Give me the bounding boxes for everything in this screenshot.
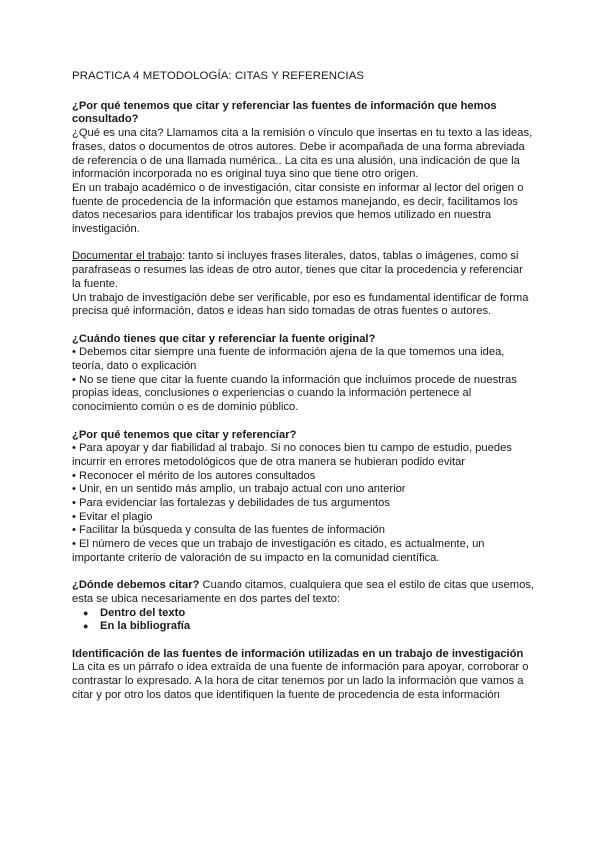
section-when-cite xyxy=(72,333,534,415)
paragraph-text: : tanto si incluyes frases literales, datos, tablas o imágenes, como si parafraseas o resumes las ideas de otro autor, tienes que citar la procedencia y referenciar la fuente. xyxy=(72,250,523,290)
section-heading: ¿Por qué tenemos que citar y referenciar? xyxy=(72,428,297,441)
list-item: • El número de veces que un trabajo de investigación es citado, es actualmente, un importante criterio de valoración de su impacto en la comunidad científica. xyxy=(72,538,485,564)
section-heading: ¿Cuándo tienes que citar y referenciar la fuente original? xyxy=(72,332,376,345)
paragraph: ¿Qué es una cita? Llamamos cita a la remisión o vínculo que insertas en tu texto a las ideas, frases, datos o documentos de otros autores. Debe ir acompañada de una forma abreviada de referencia o de una llamada numérica.. La cita es una alusión, una indicación de que la información incorporada no es original tuya sino que tiene otro origen. xyxy=(72,127,533,181)
list-item: • No se tiene que citar la fuente cuando la información que incluimos procede de nuestras propias ideas, conclusiones o experiencias o cuando la información pertenece al conocimiento común o es de dominio público. xyxy=(72,373,517,414)
paragraph xyxy=(72,250,534,291)
underlined-term: Documentar el trabajo xyxy=(72,250,183,263)
paragraph xyxy=(72,579,534,606)
paragraph: La cita es un párrafo o idea extraída de una fuente de información para apoyar, corroborar o contrastar lo expresado. A la hora de citar tenemos por un lado la información que vamos a citar y por otro los datos que identifiquen la fuente de procedencia de esta información xyxy=(72,661,529,701)
bullet-list xyxy=(72,607,534,634)
section-heading: Identificación de las fuentes de información utilizadas en un trabajo de investigación xyxy=(72,647,524,660)
list-item: • Debemos citar siempre una fuente de información ajena de la que tomemos una idea, teoría, dato o explicación xyxy=(72,346,505,373)
section-why-cite xyxy=(72,100,534,237)
section-reasons xyxy=(72,429,534,566)
section-identification xyxy=(72,648,534,703)
list-item: • Para apoyar y dar fiabilidad al trabajo. Si no conoces bien tu campo de estudio, puedes incurrir en errores metodológicos que de otra manera se hubieran podido evitar xyxy=(72,442,512,468)
list-item: • Para evidenciar las fortalezas y debilidades de tus argumentos xyxy=(72,497,390,510)
paragraph: Un trabajo de investigación debe ser verificable, por eso es fundamental identificar de forma precisa qué información, datos e ideas han sido tomadas de otras fuentes o autores. xyxy=(72,291,529,318)
inline-heading: ¿Dónde debemos citar? xyxy=(72,579,200,592)
list-item: • Unir, en un sentido más amplio, un trabajo actual con uno anterior xyxy=(72,483,406,496)
section-where-cite xyxy=(72,579,534,634)
list-item: • Evitar el plagio xyxy=(72,510,153,523)
document-title: PRACTICA 4 METODOLOGÍA: CITAS Y REFERENCIAS xyxy=(72,70,365,82)
list-item: ● Dentro del texto xyxy=(100,607,534,621)
list-item: • Facilitar la búsqueda y consulta de las fuentes de información xyxy=(72,524,385,537)
list-item: ● En la bibliografía xyxy=(100,620,534,634)
section-heading: ¿Por qué tenemos que citar y referenciar las fuentes de información que hemos consultado? xyxy=(72,99,497,126)
paragraph-text: Cuando citamos, cualquiera que sea el estilo de citas que usemos, esta se ubica necesariamente en dos partes del texto: xyxy=(72,579,535,605)
document-page xyxy=(72,70,534,703)
section-document-work xyxy=(72,250,534,319)
list-item: • Reconocer el mérito de los autores consultados xyxy=(72,469,316,482)
paragraph: En un trabajo académico o de investigación, citar consiste en informar al lector del origen o fuente de procedencia de la información que estamos manejando, es decir, facilitamos los datos necesarios para identificar los trabajos previos que hemos utilizado en nuestra investigación. xyxy=(72,181,524,236)
